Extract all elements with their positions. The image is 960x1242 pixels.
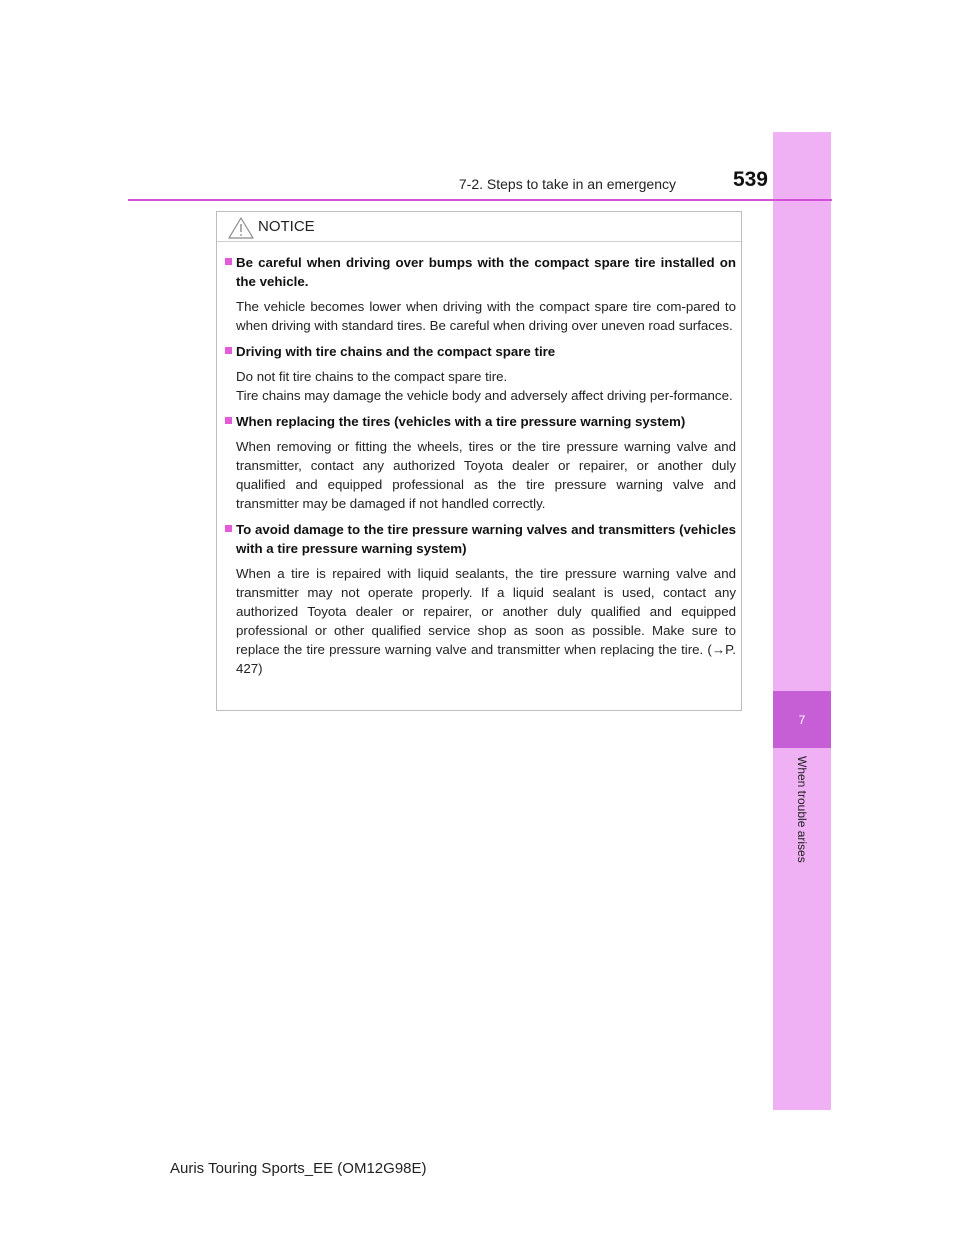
- notice-item-title: Be careful when driving over bumps with the compact spare tire installed on the vehicle.: [224, 253, 736, 291]
- notice-item: [224, 520, 736, 678]
- notice-item-body: [224, 297, 736, 335]
- notice-item: [224, 412, 736, 513]
- section-heading: 7-2. Steps to take in an emergency: [458, 176, 676, 192]
- notice-item: [224, 342, 736, 405]
- square-bullet-icon: [225, 347, 232, 354]
- notice-header: [217, 212, 741, 242]
- side-chapter-tab: [773, 132, 831, 1110]
- notice-box: [216, 211, 742, 711]
- square-bullet-icon: [225, 525, 232, 532]
- notice-title: NOTICE: [258, 218, 315, 235]
- square-bullet-icon: [225, 258, 232, 265]
- notice-paragraph: When removing or fitting the wheels, tires or the tire pressure warning valve and transmitter, contact any authorized Toyota dealer or repairer, or another duly qualified and equipped professional as the tire pressure warning valve and transmitter may be damaged if not handled correctly.: [236, 439, 736, 511]
- header-divider: [128, 199, 832, 201]
- square-bullet-icon: [225, 417, 232, 424]
- notice-item-title: Driving with tire chains and the compact spare tire: [224, 342, 736, 361]
- notice-paragraph: The vehicle becomes lower when driving with the compact spare tire com-pared to when driving with standard tires. Be careful when driving over uneven road surfaces.: [236, 299, 736, 333]
- notice-item-body: [224, 564, 736, 678]
- footer-model-code: Auris Touring Sports_EE (OM12G98E): [170, 1160, 427, 1177]
- notice-content: [224, 253, 736, 685]
- chapter-label-container: [773, 756, 831, 896]
- notice-item-title: When replacing the tires (vehicles with a tire pressure warning system): [224, 412, 736, 431]
- chapter-label: When trouble arises: [795, 756, 809, 863]
- notice-item-body: [224, 367, 736, 405]
- notice-item: [224, 253, 736, 335]
- page-number: 539: [732, 168, 768, 191]
- warning-triangle-icon: [227, 216, 255, 240]
- notice-paragraph: Tire chains may damage the vehicle body and adversely affect driving per-formance.: [236, 388, 733, 403]
- notice-item-title: To avoid damage to the tire pressure warning valves and transmitters (vehicles with a tire pressure warning system): [224, 520, 736, 558]
- notice-paragraph: When a tire is repaired with liquid sealants, the tire pressure warning valve and transmitter may not operate properly. If a liquid sealant is used, contact any authorized Toyota dealer or repairer, or another duly qualified and equipped professional or other qualified service shop as soon as possible. Make sure to replace the tire pressure warning valve and transmitter when replacing the tire. (→P. 427): [236, 566, 736, 676]
- chapter-number: 7: [773, 691, 831, 748]
- notice-item-body: [224, 437, 736, 513]
- notice-paragraph: Do not fit tire chains to the compact spare tire.: [236, 369, 508, 384]
